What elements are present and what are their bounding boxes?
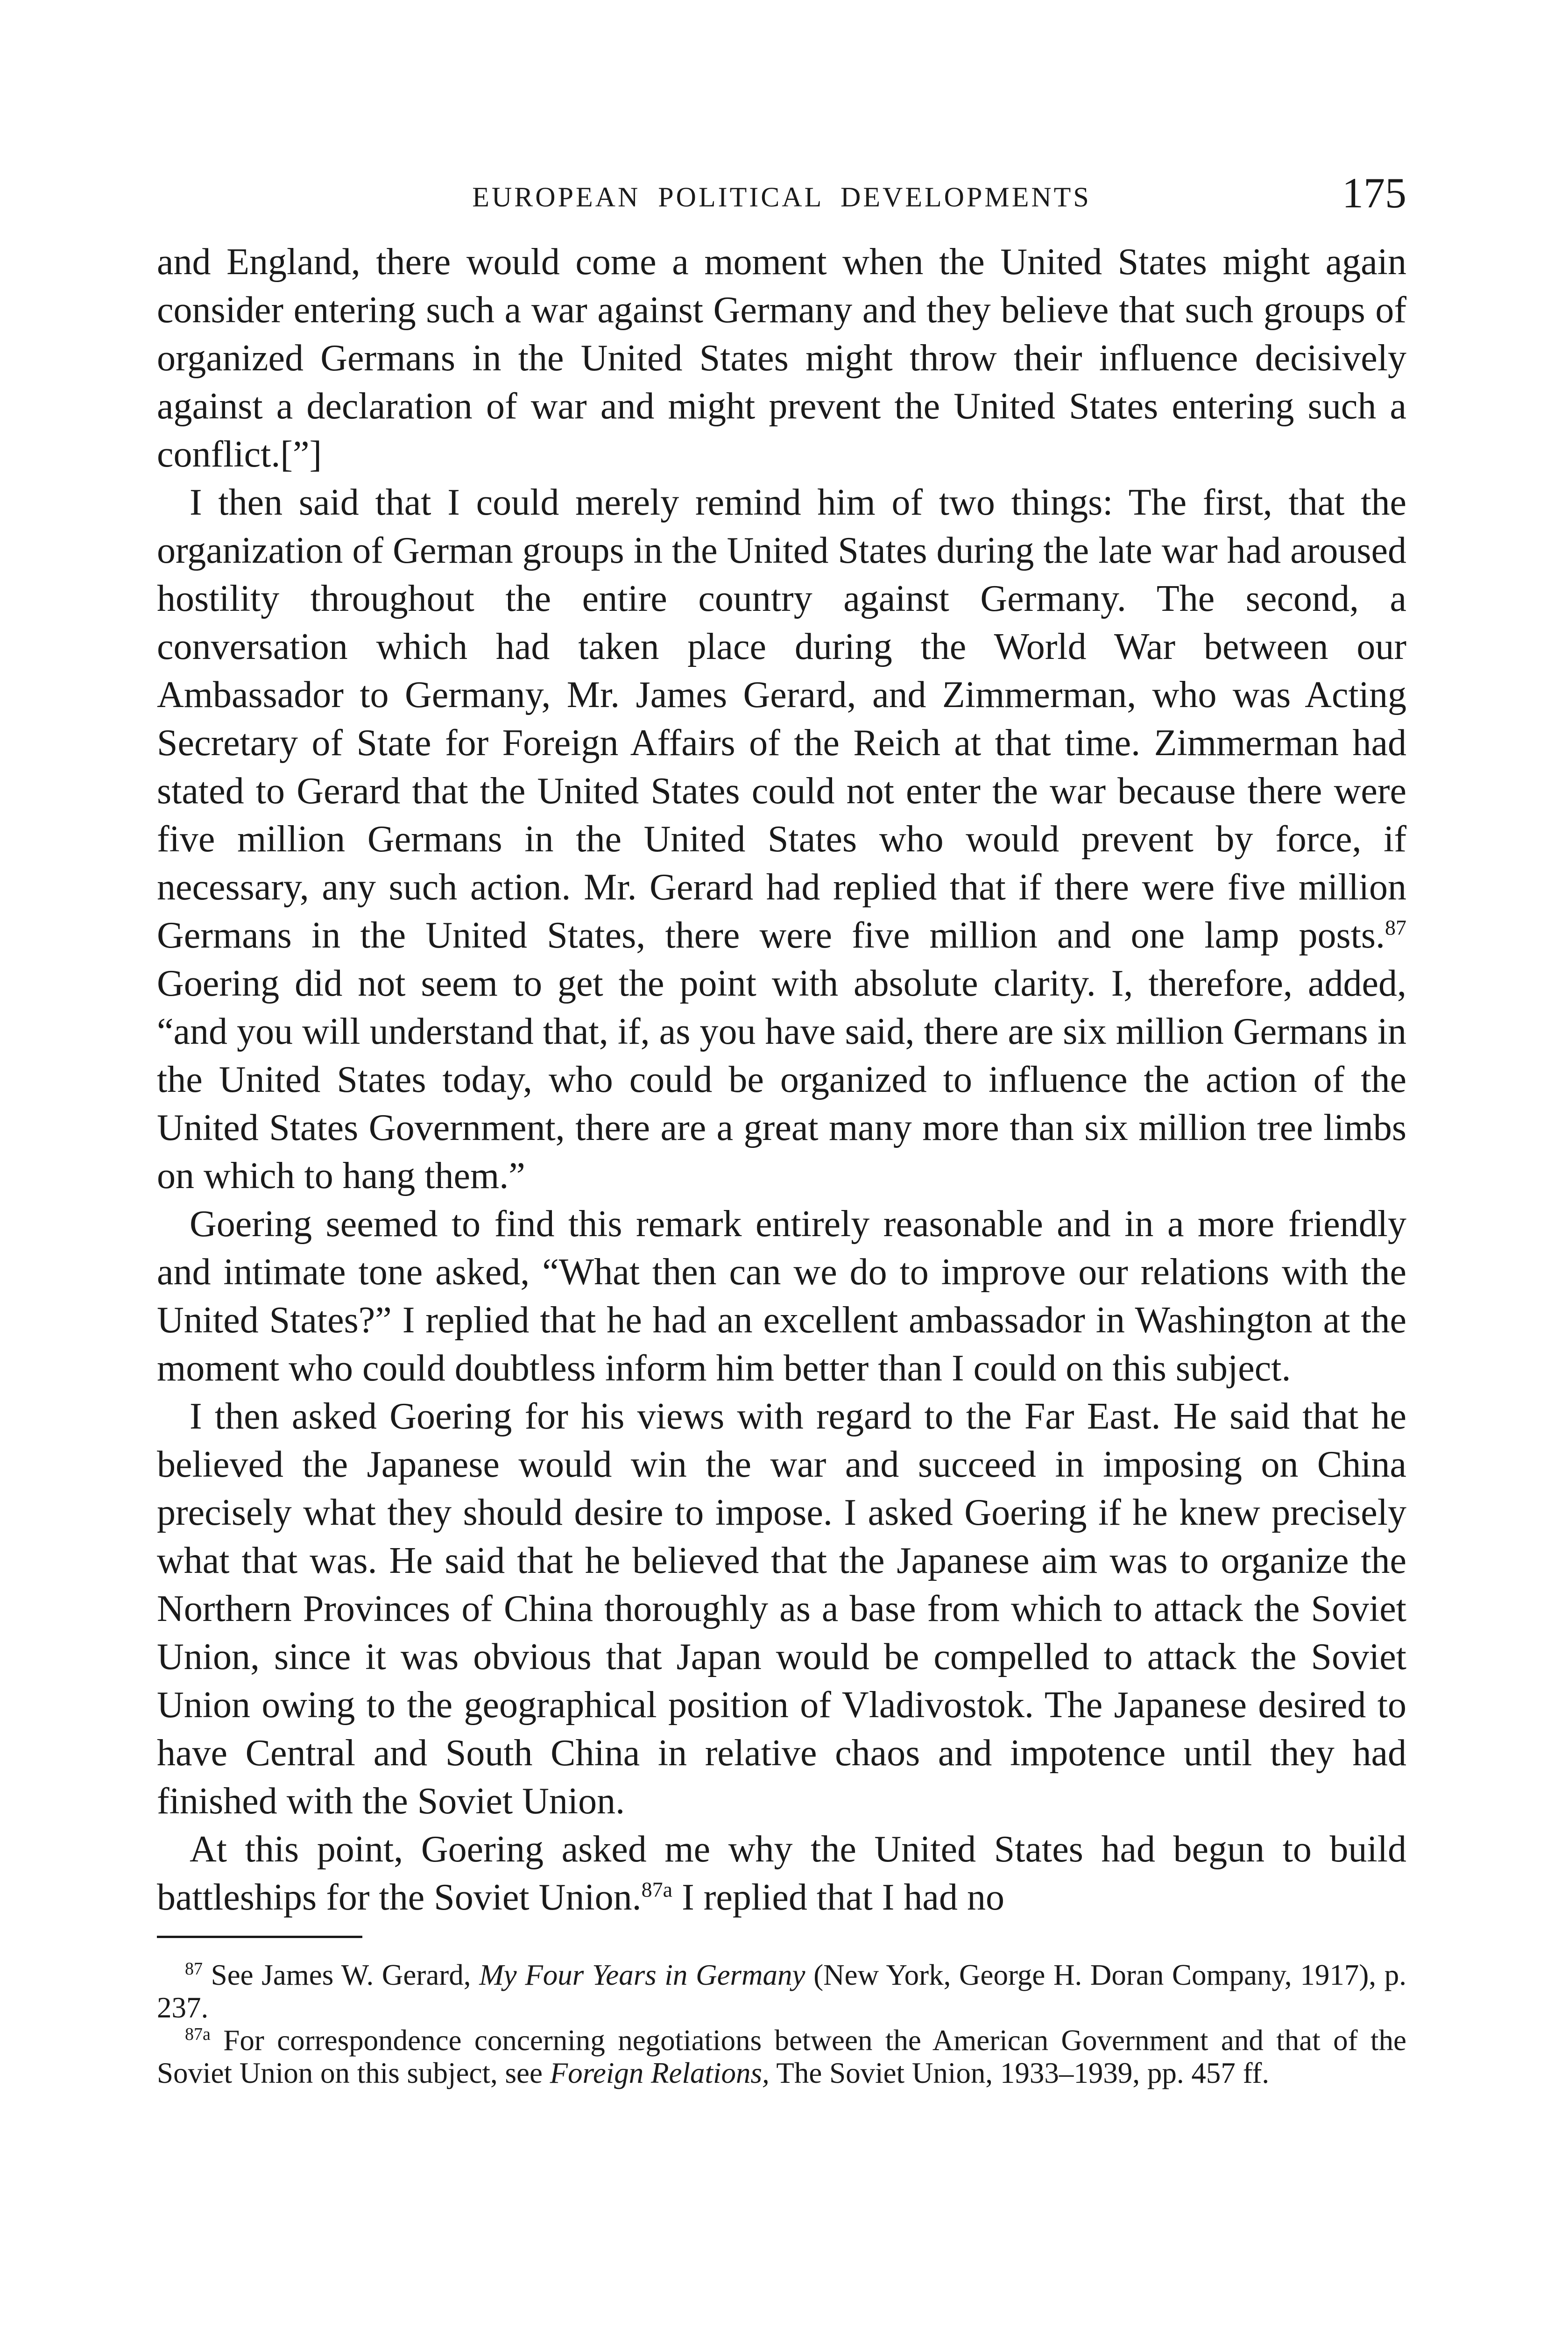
footnote-87-text-b: (New York, George H. Doran Company, 1917), p. 237. xyxy=(157,1959,1406,2024)
paragraph-2 xyxy=(157,479,1406,1200)
running-head xyxy=(157,168,1406,219)
body-text xyxy=(157,238,1406,1922)
footnote-87a-title: Foreign Relations, xyxy=(550,2057,770,2089)
footnote-87a xyxy=(157,2024,1406,2089)
paragraph-2-text-a: I then said that I could merely remind him of two things: The first, that the organization of German groups in the United States during the late war had aroused hostility throughout the entire country against Germany. The second, a conversation which had taken place during the World War between our Ambassador to Germany, Mr. James Gerard, and Zimmerman, who was Acting Secretary of State for Foreign Affairs of the Reich at that time. Zimmerman had stated to Gerard that the United States could not enter the war because there were five million Germans in the United States who would prevent by force, if necessary, any such action. Mr. Gerard had replied that if there were five million Germans in the United States, there were five million and one lamp posts. xyxy=(157,482,1406,956)
footnote-divider xyxy=(157,1936,362,1938)
footnote-mark-87a: 87a xyxy=(185,2024,211,2044)
paragraph-5-text-a: At this point, Goering asked me why the United States had begun to build battleships for the Soviet Union. xyxy=(157,1829,1406,1918)
paragraph-4: I then asked Goering for his views with regard to the Far East. He said that he believed the Japanese would win the war and succeed in imposing on China precisely what they should desire to impose. I asked Goering if he knew precisely what that was. He said that he believed that the Japanese aim was to organize the Northern Provinces of China thoroughly as a base from which to attack the Soviet Union, since it was obvious that Japan would be compelled to attack the Soviet Union owing to the geographical position of Vladivostok. The Japanese desired to have Central and South China in relative chaos and impotence until they had finished with the Soviet Union. xyxy=(157,1396,1406,1822)
running-title: EUROPEAN POLITICAL DEVELOPMENTS xyxy=(472,182,1091,212)
footnote-mark-87: 87 xyxy=(185,1959,203,1979)
footnote-reference-87: 87 xyxy=(1385,915,1406,940)
footnote-87a-text-a: For correspondence concerning negotiations between the American Government and that of the Soviet Union on this subject, see xyxy=(157,2024,1406,2089)
page-number: 175 xyxy=(1342,169,1406,217)
footnote-87 xyxy=(157,1959,1406,2024)
paragraph-5 xyxy=(157,1826,1406,1922)
footnotes xyxy=(157,1959,1406,2089)
paragraph-5-text-b: I replied that I had no xyxy=(672,1877,1004,1918)
footnote-87-title: My Four Years in Germany xyxy=(479,1959,805,1991)
paragraph-2-text-b: Goering did not seem to get the point with absolute clarity. I, therefore, added, “and you will understand that, if, as you have said, there are six million Germans in the United States today, who could be organized to influence the action of the United States Government, there are a great many more than six million tree limbs on which to hang them.” xyxy=(157,963,1406,1196)
paragraph-3: Goering seemed to find this remark entirely reasonable and in a more friendly and intimate tone asked, “What then can we do to improve our relations with the United States?” I replied that he had an excellent ambassador in Washington at the moment who could doubtless inform him better than I could on this subject. xyxy=(157,1203,1406,1389)
book-page xyxy=(157,168,1406,2089)
footnote-87a-text-b: The Soviet Union, 1933–1939, pp. 457 ff. xyxy=(769,2057,1270,2089)
footnote-87-text-a: See James W. Gerard, xyxy=(203,1959,480,1991)
footnote-reference-87a: 87a xyxy=(641,1877,673,1902)
paragraph-1: and England, there would come a moment when the United States might again consider entering such a war against Germany and they believe that such groups of organized Germans in the United States might throw their influence decisively against a declaration of war and might prevent the United States entering such a conflict.[”] xyxy=(157,241,1406,475)
